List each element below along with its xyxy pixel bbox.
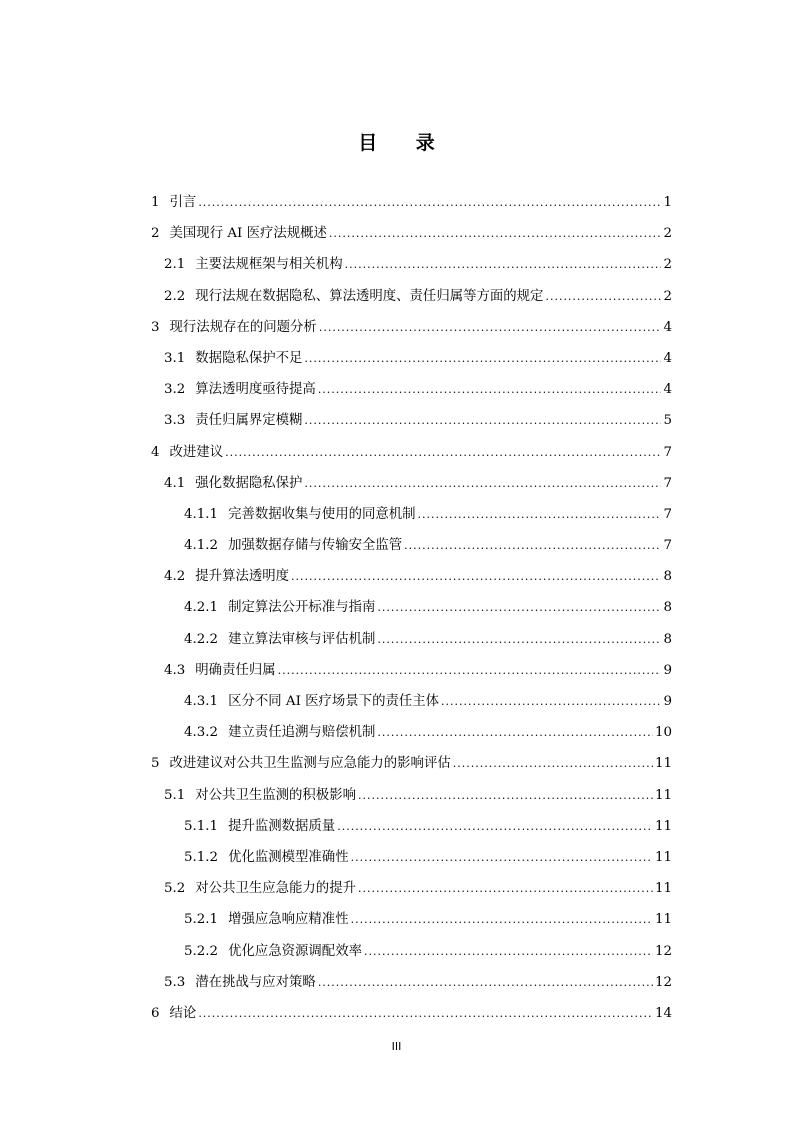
toc-entry[interactable] (151, 967, 672, 998)
toc-leader-dots (358, 873, 653, 904)
toc-entry-number: 4.2 (164, 569, 186, 585)
toc-leader-dots (329, 218, 662, 249)
toc-entry-page: 5 (663, 413, 672, 429)
toc-entry-title: 主要法规框架与相关机构 (195, 257, 343, 273)
toc-entry-number: 2.2 (164, 288, 186, 304)
toc-entry-page: 4 (663, 319, 672, 335)
toc-entry-title: 现行法规在数据隐私、算法透明度、责任归属等方面的规定 (195, 288, 544, 304)
toc-entry[interactable] (151, 499, 672, 530)
toc-entry-page: 8 (663, 569, 672, 585)
toc-entry-number: 4.3.1 (184, 694, 219, 709)
toc-entry-title: 建立责任追溯与赔偿机制 (228, 725, 376, 741)
toc-entry-number: 5.1.2 (184, 849, 219, 865)
toc-entry[interactable] (151, 904, 672, 935)
toc-entry-title: 提升算法透明度 (195, 569, 290, 585)
page-title: 目 录 (358, 132, 451, 154)
toc-entry[interactable] (151, 530, 672, 561)
toc-leader-dots (364, 936, 653, 967)
toc-entry-page: 12 (654, 974, 672, 990)
toc-entry-number: 5.2 (164, 881, 186, 897)
toc-entry-title: 算法透明度亟待提高 (195, 382, 316, 398)
toc-entry[interactable] (151, 811, 672, 842)
toc-entry-page: 9 (663, 694, 672, 709)
toc-entry-number: 5.2.1 (184, 912, 219, 928)
toc-leader-dots (198, 998, 653, 1029)
toc-entry-page: 8 (663, 631, 672, 647)
toc-entry-number: 3.3 (164, 413, 186, 429)
toc-entry-number: 4.3.2 (184, 725, 219, 741)
toc-leader-dots (351, 842, 653, 873)
toc-entry-page: 11 (654, 912, 672, 928)
toc-entry-number: 6 (151, 1005, 160, 1021)
toc-leader-dots (377, 717, 653, 748)
toc-leader-dots (304, 468, 661, 499)
toc-entry-page: 1 (663, 195, 672, 210)
toc-entry-title: 明确责任归属 (195, 662, 276, 678)
toc-leader-dots (337, 811, 653, 842)
toc-entry-page: 11 (654, 849, 672, 865)
toc-entry-number: 5 (151, 756, 160, 772)
toc-entry[interactable] (151, 281, 672, 312)
toc-leader-dots (225, 437, 661, 468)
toc-entry-number: 4.3 (164, 662, 186, 678)
toc-entry-page: 7 (663, 475, 672, 491)
toc-entry[interactable] (151, 312, 672, 343)
toc-entry-number: 5.1.1 (184, 818, 219, 834)
toc-entry-number: 1 (151, 195, 160, 210)
toc-leader-dots (318, 967, 653, 998)
toc-entry[interactable] (151, 592, 672, 623)
toc-leader-dots (278, 655, 662, 686)
toc-entry-page: 14 (654, 1005, 672, 1021)
toc-entry-number: 5.3 (164, 974, 186, 990)
toc-leader-dots (351, 904, 653, 935)
toc-entry-title: 完善数据收集与使用的同意机制 (228, 506, 416, 522)
toc-entry-page: 2 (663, 226, 672, 242)
toc-leader-dots (304, 405, 661, 436)
toc-entry[interactable] (151, 218, 672, 249)
toc-entry-title: 对公共卫生监测的积极影响 (195, 787, 356, 803)
toc-entry-title: 提升监测数据质量 (228, 818, 336, 834)
toc-entry-title: 区分不同 AI 医疗场景下的责任主体 (228, 694, 440, 709)
toc-entry[interactable] (151, 468, 672, 499)
toc-entry[interactable] (151, 561, 672, 592)
toc-entry-number: 4 (151, 444, 160, 460)
table-of-contents (151, 187, 672, 1029)
toc-entry[interactable] (151, 998, 672, 1029)
toc-entry-page: 11 (654, 818, 672, 834)
toc-entry-title: 增强应急响应精准性 (228, 912, 349, 928)
toc-entry-page: 2 (663, 257, 672, 273)
toc-entry-number: 3.2 (164, 382, 186, 398)
toc-entry[interactable] (151, 842, 672, 873)
toc-entry-number: 2.1 (164, 257, 186, 273)
toc-entry-page: 12 (654, 943, 672, 959)
toc-entry-page: 9 (663, 662, 672, 678)
toc-leader-dots (358, 780, 653, 811)
toc-leader-dots (198, 187, 661, 218)
toc-entry[interactable] (151, 437, 672, 468)
toc-entry-number: 4.1.2 (184, 538, 219, 554)
toc-leader-dots (377, 624, 661, 655)
toc-entry-title: 现行法规存在的问题分析 (169, 319, 317, 335)
toc-entry-title: 制定算法公开标准与指南 (228, 600, 376, 616)
toc-entry-title: 引言 (169, 195, 197, 210)
toc-entry-title: 美国现行 AI 医疗法规概述 (169, 226, 327, 242)
toc-leader-dots (345, 249, 662, 280)
toc-entry-page: 7 (663, 506, 672, 522)
toc-entry-page: 10 (654, 725, 672, 741)
toc-entry-title: 潜在挑战与应对策略 (195, 974, 316, 990)
toc-leader-dots (418, 499, 662, 530)
toc-entry[interactable] (151, 343, 672, 374)
toc-entry[interactable] (151, 187, 672, 218)
toc-entry-page: 7 (663, 444, 672, 460)
toc-entry-number: 5.2.2 (184, 943, 219, 959)
toc-entry[interactable] (151, 748, 672, 779)
toc-leader-dots (453, 748, 653, 779)
toc-entry[interactable] (151, 936, 672, 967)
toc-leader-dots (441, 686, 661, 717)
toc-entry[interactable] (151, 717, 672, 748)
toc-entry[interactable] (151, 780, 672, 811)
toc-leader-dots (318, 374, 662, 405)
toc-entry-title: 加强数据存储与传输安全监管 (228, 538, 403, 554)
toc-entry-title: 强化数据隐私保护 (195, 475, 303, 491)
toc-entry-title: 对公共卫生应急能力的提升 (195, 881, 356, 897)
toc-entry-title: 结论 (169, 1005, 197, 1021)
toc-entry-number: 4.2.1 (184, 600, 219, 616)
toc-entry-page: 4 (663, 350, 672, 366)
toc-entry-title: 优化应急资源调配效率 (228, 943, 362, 959)
toc-entry-title: 数据隐私保护不足 (195, 350, 303, 366)
page-number-footer: III (391, 1040, 402, 1053)
toc-leader-dots (304, 343, 661, 374)
toc-entry-page: 11 (654, 756, 672, 772)
toc-entry-number: 4.2.2 (184, 631, 219, 647)
toc-entry[interactable] (151, 624, 672, 655)
toc-entry-page: 2 (663, 288, 672, 304)
toc-entry-title: 责任归属界定模糊 (195, 413, 303, 429)
toc-leader-dots (377, 592, 661, 623)
toc-entry-page: 7 (663, 538, 672, 554)
toc-entry-number: 5.1 (164, 787, 186, 803)
toc-entry-page: 11 (654, 881, 672, 897)
toc-leader-dots (404, 530, 661, 561)
toc-leader-dots (319, 312, 662, 343)
toc-entry-number: 4.1 (164, 475, 186, 491)
toc-entry[interactable] (151, 873, 672, 904)
toc-entry-number: 4.1.1 (184, 506, 219, 522)
toc-entry-title: 优化监测模型准确性 (228, 849, 349, 865)
toc-leader-dots (545, 281, 661, 312)
toc-entry-number: 3.1 (164, 350, 186, 366)
toc-entry-title: 改进建议 (169, 444, 224, 460)
toc-entry-page: 11 (654, 787, 672, 803)
toc-entry[interactable] (151, 249, 672, 280)
toc-entry[interactable] (151, 374, 672, 405)
toc-leader-dots (291, 561, 661, 592)
toc-entry[interactable] (151, 686, 672, 717)
toc-entry-title: 建立算法审核与评估机制 (228, 631, 376, 647)
toc-entry-number: 2 (151, 226, 160, 242)
toc-entry[interactable] (151, 655, 672, 686)
toc-entry[interactable] (151, 405, 672, 436)
toc-entry-page: 8 (663, 600, 672, 616)
toc-entry-number: 3 (151, 319, 160, 335)
toc-entry-title: 改进建议对公共卫生监测与应急能力的影响评估 (169, 756, 451, 772)
toc-entry-page: 4 (663, 382, 672, 398)
